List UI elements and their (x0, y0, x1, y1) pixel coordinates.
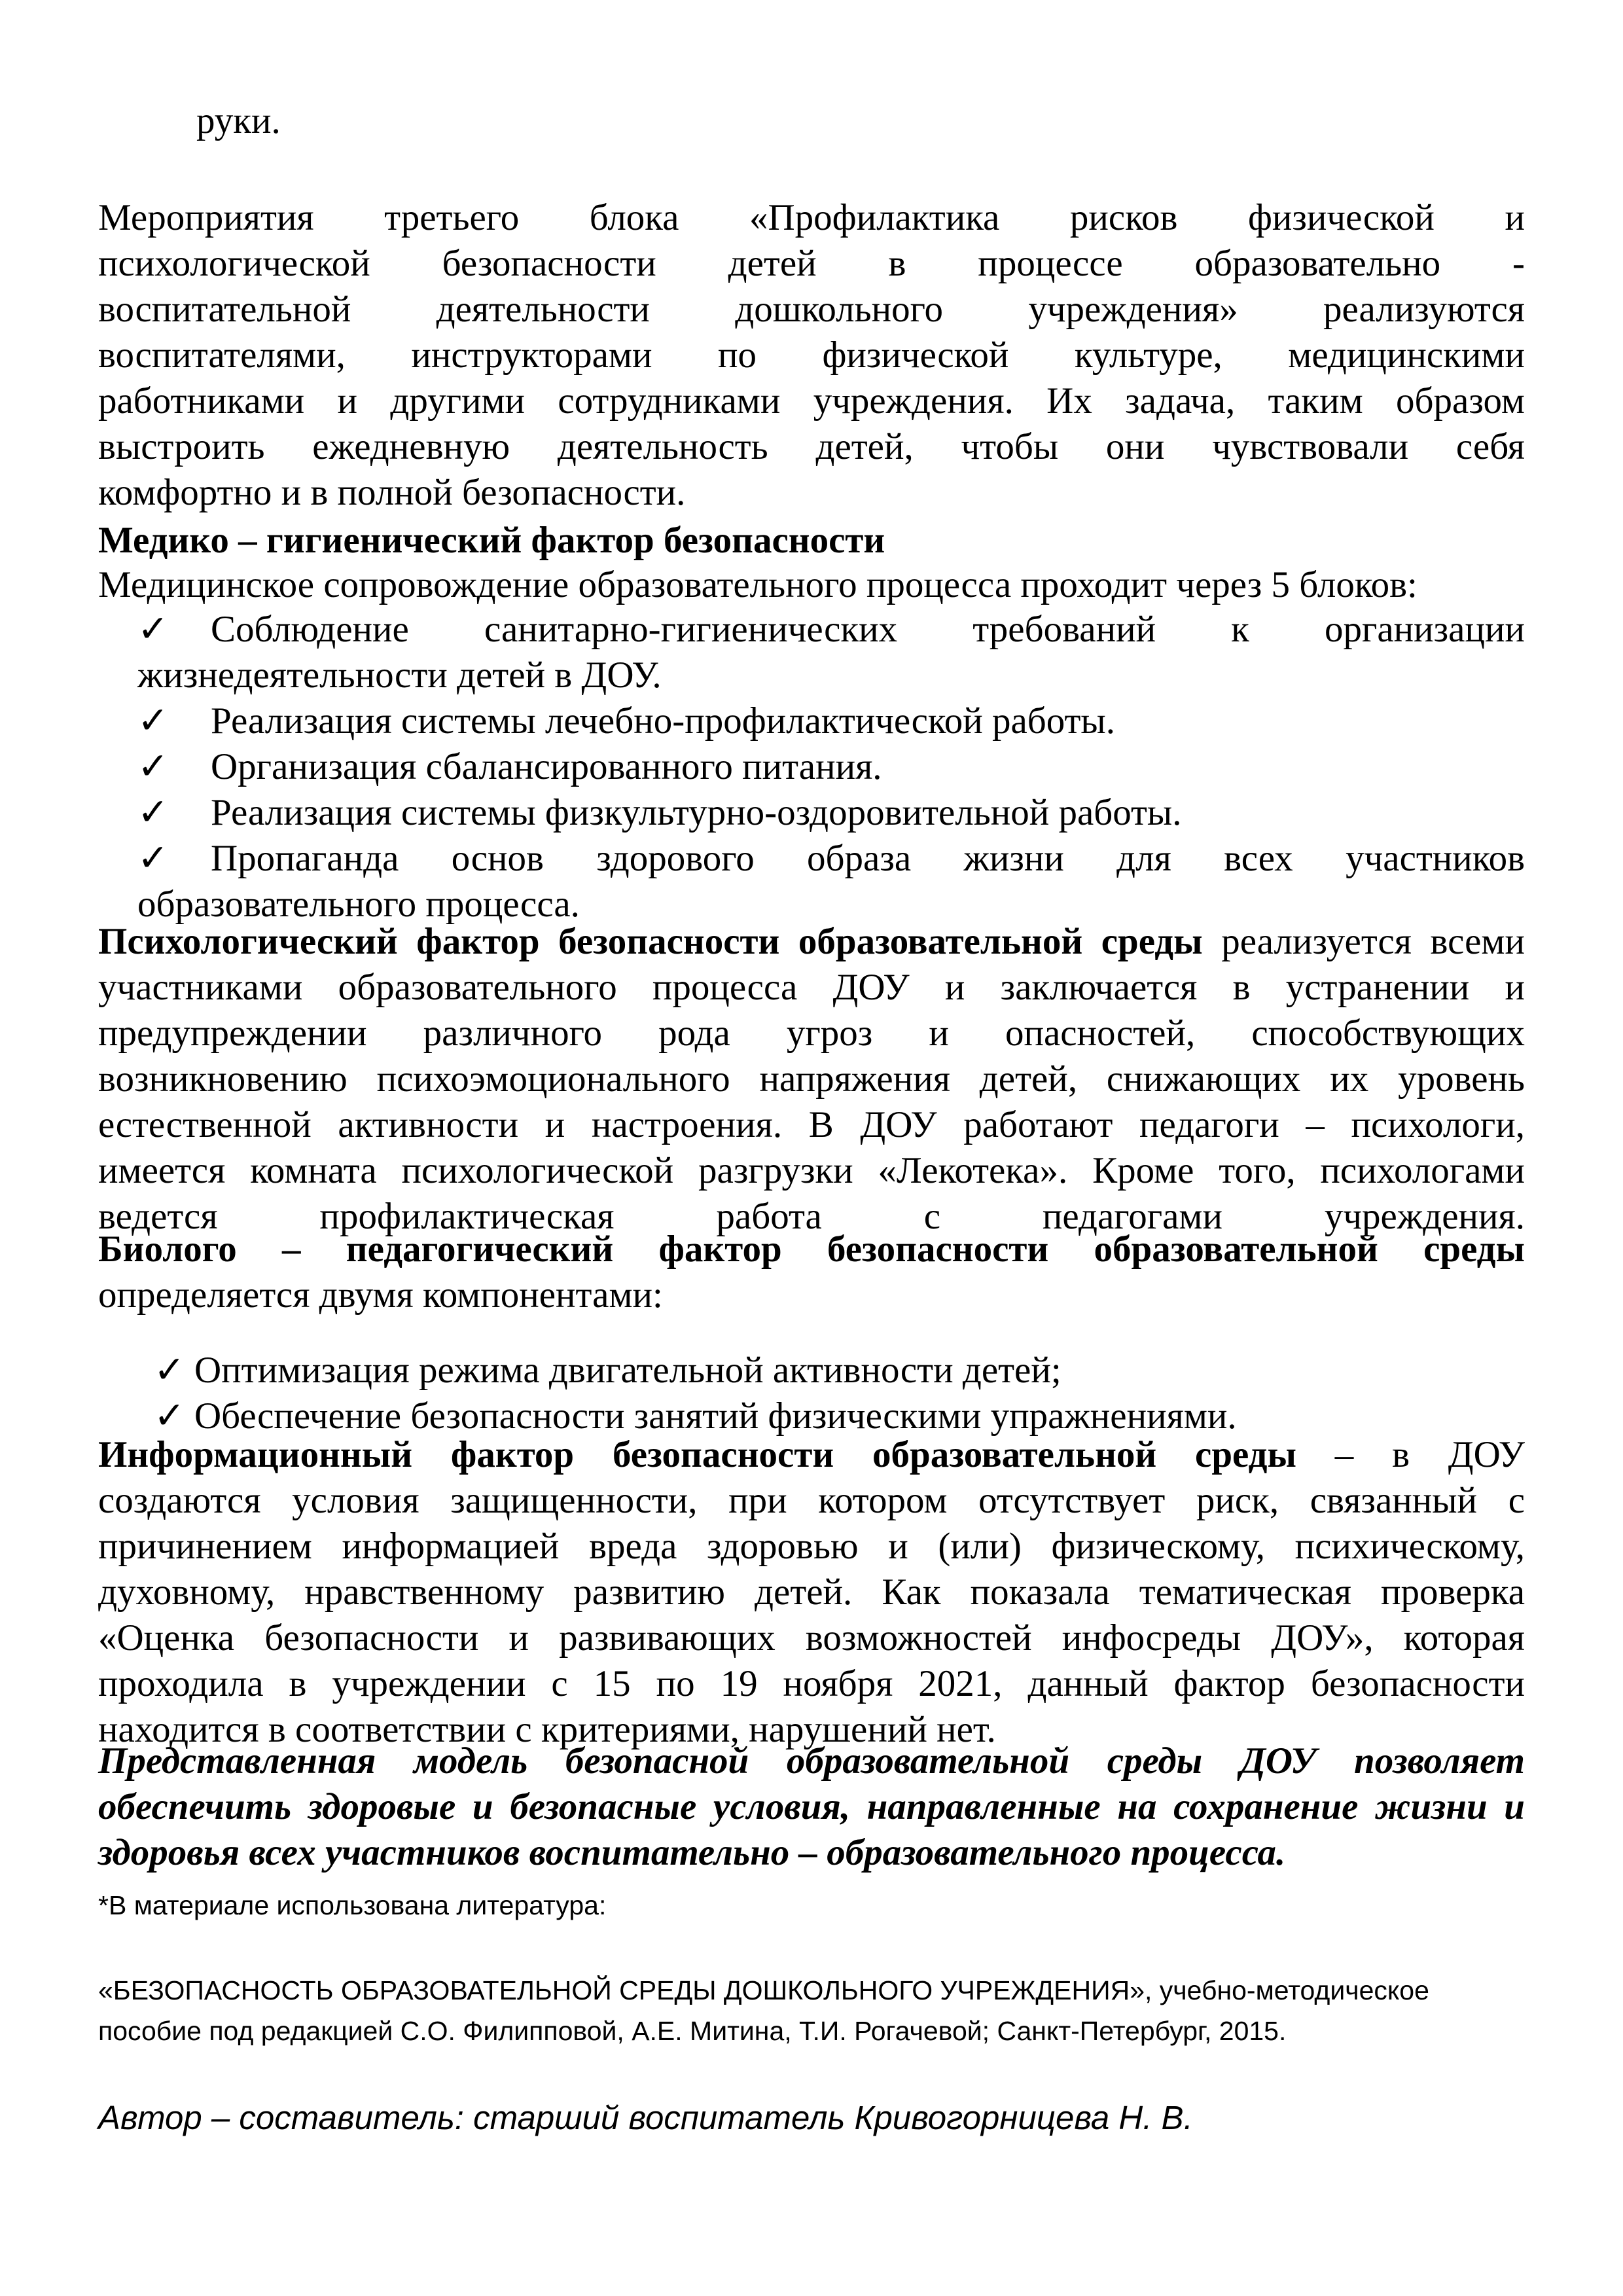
reference (98, 1970, 1564, 2051)
text-line: проходила в учреждении с 15 по 19 ноября 2021, данный фактор безопасности (98, 1663, 1525, 1704)
list-item: ✓ Соблюдение санитарно-гигиенических требований к организации (137, 607, 1525, 653)
text-line: работниками и другими сотрудниками учреждения. Их задача, таким образом (98, 380, 1525, 422)
reference-line: пособие под редакцией С.О. Филипповой, А.Е. Митина, Т.И. Рогачевой; Санкт-Петербург, 2015. (98, 2016, 1287, 2046)
medical-intro: Медицинское сопровождение образовательного процесса проходит через 5 блоков: (98, 564, 1418, 605)
psych-heading: Психологический фактор безопасности образовательной среды (98, 921, 1203, 962)
text-line: комфортно и в полной безопасности. (98, 472, 686, 513)
text-line: здоровья всех участников воспитательно – образовательного процесса. (98, 1832, 1286, 1873)
medical-heading: Медико – гигиенический фактор безопасности (98, 520, 885, 561)
list-item-continuation: жизнедеятельности детей в ДОУ. (137, 655, 662, 696)
check-icon: ✓ (137, 746, 169, 787)
text-line: причинением информацией вреда здоровью и (или) физическому, психическому, (98, 1526, 1525, 1567)
text-line: психологической безопасности детей в процессе образовательно - (98, 243, 1525, 284)
text-line: естественной активности и настроения. В ДОУ работают педагоги – психологи, (98, 1104, 1525, 1145)
block3-paragraph (98, 195, 1525, 516)
text-line: Представленная модель безопасной образовательной среды ДОУ позволяет (98, 1740, 1525, 1782)
footnote-label: *В материале использована литература: (98, 1890, 607, 1920)
text-line: имеется комната психологической разгрузки «Лекотека». Кроме того, психологами (98, 1150, 1525, 1191)
psych-paragraph (98, 919, 1525, 1240)
text-line: Мероприятия третьего блока «Профилактика рисков физической и (98, 197, 1525, 238)
text-line: предупреждении различного рода угроз и опасностей, способствующих (98, 1013, 1525, 1054)
intro-fragment: руки. (196, 100, 281, 141)
text-line: возникновению психоэмоционального напряжения детей, снижающих их уровень (98, 1058, 1525, 1100)
text-line: выстроить ежедневную деятельность детей, чтобы они чувствовали себя (98, 426, 1525, 467)
text-line: создаются условия защищенности, при котором отсутствует риск, связанный с (98, 1480, 1525, 1521)
text-line: определяется двумя компонентами: (98, 1274, 663, 1316)
text-line: Информационный фактор безопасности образовательной среды – в ДОУ (98, 1434, 1525, 1475)
check-icon: ✓ (137, 792, 169, 833)
info-heading: Информационный фактор безопасности образовательной среды (98, 1434, 1296, 1475)
text-line: обеспечить здоровые и безопасные условия, направленные на сохранение жизни и (98, 1786, 1525, 1827)
text-line: участниками образовательного процесса ДОУ и заключается в устранении и (98, 967, 1525, 1008)
text-line: Психологический фактор безопасности образовательной среды реализуется всеми (98, 921, 1525, 962)
bio-paragraph (98, 1227, 1525, 1318)
check-icon: ✓ (154, 1395, 185, 1437)
text-line: воспитательной деятельности дошкольного учреждения» реализуются (98, 289, 1525, 330)
list-item: ✓ Пропаганда основ здорового образа жизни для всех участников (137, 836, 1525, 882)
list-item: ✓ Реализация системы лечебно-профилактической работы. (137, 698, 1525, 744)
text-line: ведется профилактическая работа с педагогами учреждения. (98, 1196, 1525, 1237)
list-item: ✓ Реализация системы физкультурно-оздоровительной работы. (137, 790, 1525, 836)
list-item: ✓ Обеспечение безопасности занятий физическими упражнениями. (154, 1393, 1463, 1439)
check-icon: ✓ (137, 700, 169, 742)
list-item: ✓ Оптимизация режима двигательной активности детей; (154, 1348, 1463, 1393)
author-line: Автор – составитель: старший воспитатель Кривогорницева Н. В. (98, 2099, 1193, 2136)
conclusion-paragraph (98, 1738, 1525, 1876)
reference-line: «БЕЗОПАСНОСТЬ ОБРАЗОВАТЕЛЬНОЙ СРЕДЫ ДОШКОЛЬНОГО УЧРЕЖДЕНИЯ», учебно-методическое (98, 1975, 1429, 2005)
check-icon: ✓ (137, 609, 169, 650)
text-line: «Оценка безопасности и развивающих возможностей инфосреды ДОУ», которая (98, 1617, 1525, 1659)
list-item: ✓ Организация сбалансированного питания. (137, 744, 1525, 790)
bio-checklist (154, 1348, 1463, 1439)
text-line: воспитателями, инструкторами по физической культуре, медицинскими (98, 334, 1525, 376)
medical-checklist (137, 607, 1525, 927)
info-paragraph (98, 1432, 1525, 1753)
check-icon: ✓ (154, 1350, 185, 1391)
text-line: духовному, нравственному развитию детей. Как показала тематическая проверка (98, 1571, 1525, 1613)
bio-heading: Биолого – педагогический фактор безопасности образовательной среды (98, 1229, 1525, 1270)
list-item-continuation: образовательного процесса. (137, 884, 580, 925)
text-line: находится в соответствии с критериями, нарушений нет. (98, 1709, 996, 1750)
check-icon: ✓ (137, 838, 169, 879)
